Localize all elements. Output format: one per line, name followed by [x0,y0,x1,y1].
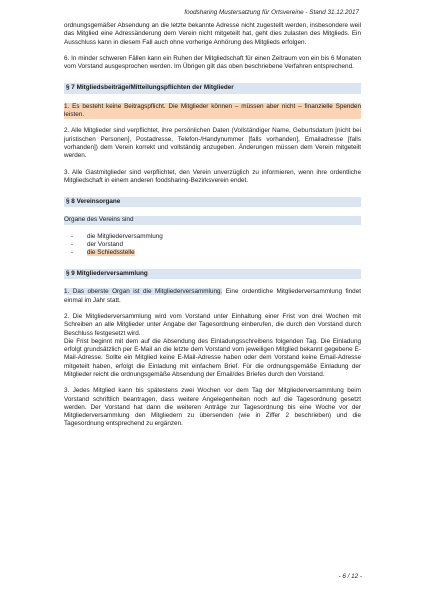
section-heading: § 9 Mitgliederversammlung [64,269,361,279]
organ-list [64,233,361,258]
paragraph: 2. Die Mitgliederversammlung wird vom Vorstand unter Einhaltung einer Frist von drei Wochen mit Schreiben an alle Mitglieder unter Angabe der Tagesordnung einberufen, die durch den Vorstand durch Beschluss festgesetzt wird. [64,313,361,337]
paragraph-text: Eine ordentliche Mitgliederversammlung findet einmal im Jahr statt. [64,288,361,304]
highlighted-paragraph: 1. Es besteht keine Beitragspflicht. Die Mitglieder können – müssen aber nicht – finanzielle Spenden leisten. [64,102,361,118]
paragraph: 3. Jedes Mitglied kann bis spätestens zwei Wochen vor dem Tag der Mitgliederversammlung beim Vorstand schriftlich beantragen, dass weitere Angelegenheiten noch auf die Tagesordnung gesetzt werden. Der Vorstand hat dann die weiteren Anträge zur Tagesordnung bis eine Woche vor der Mitgliederversammlung den Mitgliedern zu übersenden (wie in Ziffer 2 beschrieben) und die Tagesordnung entsprechend zu ergänzen. [64,387,361,428]
paragraph [64,288,361,305]
paragraph: Die Frist beginnt mit dem auf die Absendung des Einladungsschreibens folgenden Tag. Die Einladung erfolgt grundsätzlich per E-Mail an die letzte dem Vorstand vom jeweiligen Mitglied bekannt gegebene E-Mail-Adresse. Sollte ein Mitglied keine E-Mail-Adresse haben oder dem Vorstand keine Email-Adresse mitgeteilt haben, erfolgt die Einladung mit einfachem Brief. Für die ordnungsgemäße Einladung der Mitglieder reicht die ordnungsgemäße Absendung der Email/des Briefes durch den Vorstand. [64,337,361,378]
paragraph: 6. In minder schweren Fällen kann ein Ruhen der Mitgliedschaft für einen Zeitraum von ein bis 6 Monaten vom Vorstand ausgesprochen werden. Im Übrigen gilt das oben beschriebene Verfahren entsprechend. [64,54,361,71]
list-intro: Organe des Vereins sind [64,216,361,224]
highlighted-text: 1. Das oberste Organ ist die Mitgliederversammlung. [64,288,223,296]
list-item: - der Vorstand [71,241,361,249]
paragraph: ordnungsgemäßer Absendung an die letzte bekannte Adresse nicht zugestellt werden, insbesondere weil das Mitglied eine Adressänderung dem Verein nicht mitgeteilt hat, geht dies zulasten des Mitglieds. Ein Ausschluss kann in diesem Fall auch ohne vorherige Anhörung des Mitglieds erfolgen. [64,22,361,46]
paragraph: 2. Alle Mitglieder sind verpflichtet, ihre persönlichen Daten (Vollständiger Name, Geburtsdatum [nicht bei juristischen Personen], Postadresse, Telefon-/Handynummer [falls vorhanden], Emailadresse [falls vorhanden]) dem Verein korrekt und vollständig anzugeben. Änderungen müssen dem Verein mitgeteilt werden. [64,127,361,160]
page-header: foodsharing Mustersatzung für Ortsvereine - Stand 31.12.2017 [184,9,359,16]
page-number: - 6 / 12 - [338,573,362,580]
section-heading: § 8 Vereinsorgane [64,197,361,207]
document-body [64,22,361,429]
paragraph: 3. Alle Gastmitglieder sind verpflichtet, den Verein unverzüglich zu informieren, wenn ihre ordentliche Mitgliedschaft in einem anderen foodsharing-Bezirksverein endet. [64,168,361,184]
highlighted-list-text: die Schiedsstelle [87,248,135,256]
list-item [71,249,361,257]
list-item: - die Mitgliederversammlung [71,233,361,241]
section-heading: § 7 Mitgliedsbeiträge/Mitteilungspflichten der Mitglieder [64,83,361,93]
